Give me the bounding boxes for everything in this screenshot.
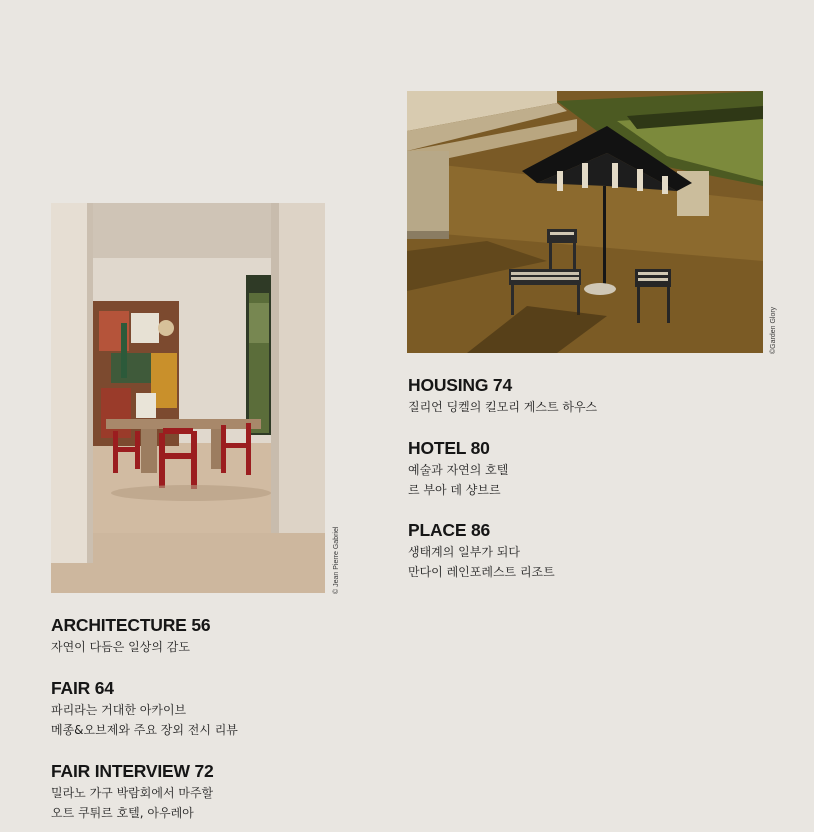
- toc-entry-place[interactable]: [408, 520, 555, 582]
- entry-line: 파리라는 거대한 아카이브: [51, 703, 187, 717]
- garden-terrace-photo: [407, 91, 763, 353]
- entry-line: 만다이 레인포레스트 리조트: [408, 565, 555, 579]
- entry-line: 예술과 자연의 호텔: [408, 463, 509, 477]
- entry-subtitle: 질리언 딩켈의 킬모리 게스트 하우스: [408, 400, 598, 414]
- toc-entry-housing[interactable]: [408, 375, 597, 417]
- entry-title: ARCHITECTURE 56: [51, 615, 211, 635]
- entry-subtitle: 자연이 다듬은 일상의 감도: [51, 640, 190, 654]
- entry-subtitle: [51, 783, 214, 823]
- entry-subtitle: [51, 700, 238, 740]
- photo-credit-garden: ©Garden Glory: [770, 306, 777, 354]
- entry-title: HOTEL 80: [408, 438, 490, 458]
- entry-subtitle: [408, 460, 508, 500]
- entry-line: 생태계의 일부가 되다: [408, 545, 520, 559]
- garden-terrace-illustration: [407, 91, 763, 353]
- entry-title: HOUSING 74: [408, 375, 512, 395]
- toc-entry-fair[interactable]: [51, 678, 238, 740]
- entry-subtitle: [408, 542, 555, 582]
- entry-line: 오트 쿠튀르 호텔, 아우레아: [51, 806, 194, 820]
- toc-entry-hotel[interactable]: [408, 438, 508, 500]
- entry-title: FAIR 64: [51, 678, 114, 698]
- toc-entry-fair-interview[interactable]: [51, 761, 214, 823]
- interior-dining-illustration: [51, 203, 325, 593]
- entry-title: PLACE 86: [408, 520, 491, 540]
- entry-line: 밀라노 가구 박람회에서 마주할: [51, 786, 214, 800]
- entry-line: 르 부아 데 샹브르: [408, 483, 501, 497]
- entry-line: 메종&오브제와 주요 장외 전시 리뷰: [51, 723, 238, 737]
- toc-entry-architecture[interactable]: [51, 615, 210, 657]
- interior-dining-photo: [51, 203, 325, 593]
- entry-title: FAIR INTERVIEW 72: [51, 761, 214, 781]
- photo-credit-interior: © Jean Pierre Gabriel: [333, 526, 340, 594]
